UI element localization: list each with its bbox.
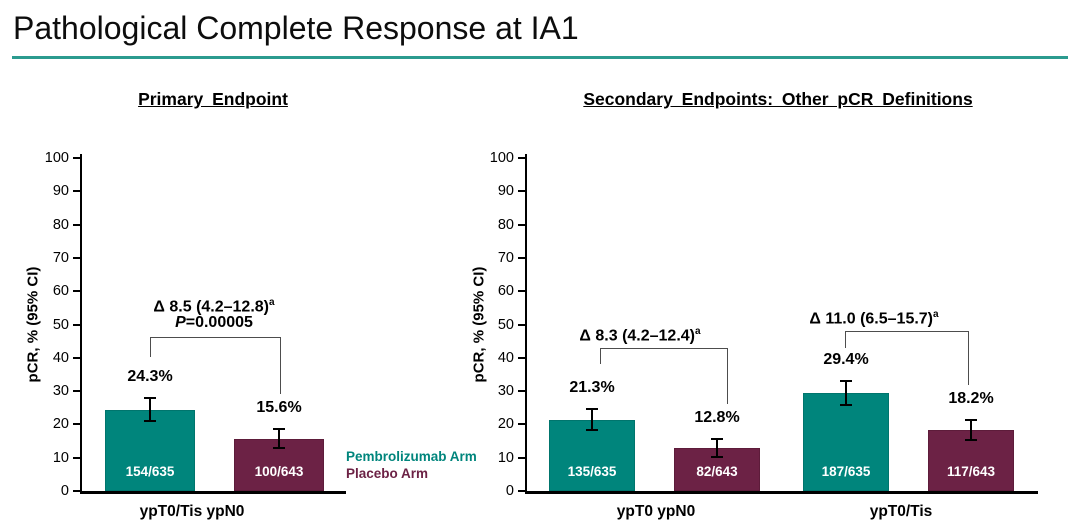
y-tick-label-secondary-100: 100	[489, 150, 514, 166]
y-tick-primary-50	[73, 324, 80, 326]
y-tick-label-primary-70: 70	[52, 249, 69, 266]
y-tick-secondary-20	[518, 423, 525, 425]
y-axis-title-primary: pCR, % (95% CI)	[24, 266, 42, 382]
y-tick-label-secondary-40: 40	[497, 349, 514, 366]
bracket-h-secondary-0	[600, 348, 727, 349]
legend-item-placebo: Placebo Arm	[346, 466, 429, 481]
y-tick-label-primary-40: 40	[52, 349, 69, 366]
slide-title: Pathological Complete Response at IA1	[13, 10, 579, 46]
delta-footnote-marker: a	[695, 326, 701, 337]
delta-label-primary-0: Δ 8.5 $(4.2-12.8)^a$	[153, 297, 275, 316]
y-tick-secondary-30	[518, 390, 525, 392]
ci-cap-bottom-secondary-0-placebo	[711, 456, 723, 458]
y-tick-label-primary-100: 100	[44, 150, 69, 166]
y-tick-secondary-100	[518, 157, 525, 159]
y-tick-secondary-10	[518, 457, 525, 459]
chart-title-secondary: Secondary Endpoints: Other pCR Definitions	[583, 89, 973, 109]
ci-line-secondary-1-placebo	[970, 420, 972, 440]
bracket-right-secondary-0	[727, 348, 728, 404]
y-tick-label-primary-10: 10	[52, 449, 69, 466]
y-tick-label-secondary-70: 70	[497, 249, 514, 266]
pct-label-primary-0-pembro: 24.3%	[127, 368, 173, 386]
bracket-left-secondary-0	[600, 348, 601, 364]
y-tick-secondary-40	[518, 357, 525, 359]
y-tick-secondary-80	[518, 224, 525, 226]
y-axis-secondary	[525, 154, 527, 494]
pct-label-secondary-0-pembro: 21.3%	[569, 378, 615, 396]
bracket-h-secondary-1	[845, 331, 968, 332]
y-tick-primary-40	[73, 357, 80, 359]
y-tick-label-primary-80: 80	[52, 216, 69, 233]
ci-cap-bottom-secondary-0-pembro	[586, 429, 598, 431]
bar-count-primary-0-pembro: 154/635	[125, 464, 175, 479]
y-tick-label-primary-0: 0	[60, 483, 69, 499]
y-tick-label-primary-50: 50	[52, 316, 69, 333]
ci-line-secondary-0-placebo	[716, 439, 718, 457]
y-tick-primary-90	[73, 190, 80, 192]
pct-label-secondary-1-pembro: 29.4%	[823, 350, 869, 368]
y-tick-label-secondary-50: 50	[497, 316, 514, 333]
y-tick-label-primary-20: 20	[52, 416, 69, 433]
y-tick-primary-70	[73, 257, 80, 259]
title-rule	[12, 56, 1068, 59]
delta-footnote-marker: a	[269, 297, 275, 308]
bracket-left-secondary-1	[845, 331, 846, 348]
delta-label-secondary-1: Δ 11.0 $(6.5-15.7)^a$	[809, 309, 939, 328]
bracket-left-primary-0	[150, 337, 151, 357]
bar-count-secondary-1-placebo: 117/643	[946, 464, 996, 479]
ci-cap-top-secondary-0-pembro	[586, 408, 598, 410]
bracket-right-secondary-1	[968, 331, 969, 385]
bar-count-secondary-1-pembro: 187/635	[821, 464, 871, 479]
p-value-primary-0: P=0.00005	[175, 314, 253, 331]
y-tick-label-secondary-10: 10	[497, 449, 514, 466]
bar-count-secondary-0-placebo: 82/643	[696, 464, 738, 479]
y-tick-secondary-50	[518, 324, 525, 326]
y-tick-label-secondary-0: 0	[505, 483, 514, 499]
y-tick-primary-10	[73, 457, 80, 459]
bracket-h-primary-0	[150, 337, 280, 338]
legend	[346, 448, 477, 482]
y-tick-secondary-60	[518, 290, 525, 292]
pct-label-secondary-0-placebo: 12.8%	[694, 408, 740, 426]
bar-count-secondary-0-pembro: 135/635	[567, 464, 617, 479]
y-tick-label-primary-60: 60	[52, 283, 69, 300]
ci-cap-bottom-secondary-1-pembro	[840, 404, 852, 406]
ci-line-primary-0-placebo	[278, 429, 280, 448]
group-label-secondary-1: ypT0/Tis	[869, 503, 933, 520]
y-tick-secondary-0	[518, 490, 525, 492]
ci-cap-top-secondary-0-placebo	[711, 438, 723, 440]
y-tick-primary-0	[73, 490, 80, 492]
y-tick-primary-60	[73, 290, 80, 292]
y-tick-primary-30	[73, 390, 80, 392]
ci-cap-top-primary-0-placebo	[273, 428, 285, 430]
y-tick-label-secondary-20: 20	[497, 416, 514, 433]
chart-title-primary: Primary Endpoint	[138, 89, 288, 109]
ci-cap-top-primary-0-pembro	[144, 397, 156, 399]
group-label-primary-0: ypT0/Tis ypN0	[139, 503, 245, 520]
y-tick-label-primary-90: 90	[52, 183, 69, 200]
y-tick-label-secondary-90: 90	[497, 183, 514, 200]
y-tick-primary-100	[73, 157, 80, 159]
y-tick-label-secondary-60: 60	[497, 283, 514, 300]
bar-count-primary-0-placebo: 100/643	[254, 464, 304, 479]
y-axis-primary	[80, 154, 82, 494]
x-axis-secondary	[525, 491, 1038, 494]
ci-cap-bottom-primary-0-pembro	[144, 420, 156, 422]
ci-cap-bottom-secondary-1-placebo	[965, 439, 977, 441]
ci-line-secondary-0-pembro	[591, 409, 593, 431]
y-tick-secondary-70	[518, 257, 525, 259]
legend-item-pembro: Pembrolizumab Arm	[346, 449, 477, 464]
y-tick-label-primary-30: 30	[52, 383, 69, 400]
delta-footnote-marker: a	[933, 309, 939, 320]
bracket-right-primary-0	[280, 337, 281, 394]
y-tick-primary-20	[73, 423, 80, 425]
delta-label-secondary-0: Δ 8.3 $(4.2-12.4)^a$	[579, 326, 701, 345]
ci-cap-top-secondary-1-placebo	[965, 419, 977, 421]
pct-label-primary-0-placebo: 15.6%	[256, 399, 302, 417]
y-tick-primary-80	[73, 224, 80, 226]
p-symbol: P	[175, 314, 186, 331]
y-tick-label-secondary-80: 80	[497, 216, 514, 233]
pct-label-secondary-1-placebo: 18.2%	[948, 389, 994, 407]
ci-line-secondary-1-pembro	[845, 381, 847, 405]
x-axis-primary	[80, 491, 346, 494]
y-axis-title-secondary: pCR, % (95% CI)	[470, 266, 488, 382]
group-label-secondary-0: ypT0 ypN0	[616, 503, 696, 520]
y-tick-label-secondary-30: 30	[497, 383, 514, 400]
y-tick-secondary-90	[518, 190, 525, 192]
ci-cap-bottom-primary-0-placebo	[273, 447, 285, 449]
ci-line-primary-0-pembro	[149, 398, 151, 421]
ci-cap-top-secondary-1-pembro	[840, 380, 852, 382]
